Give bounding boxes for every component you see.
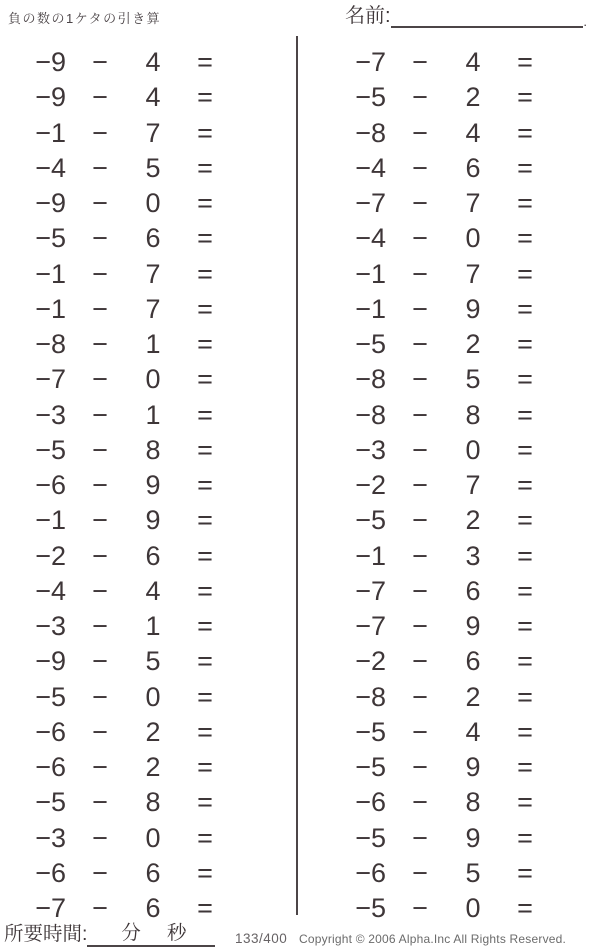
equals-sign: = <box>197 152 213 183</box>
minuend-value: −5 <box>355 893 386 924</box>
seconds-unit-label: 秒 <box>166 922 187 944</box>
minus-operator: − <box>92 752 108 783</box>
problem-row <box>320 785 558 820</box>
equals-sign: = <box>517 611 533 642</box>
subtrahend-value: 4 <box>145 575 161 606</box>
minus-operator: − <box>92 293 108 324</box>
minus-operator: − <box>412 364 428 395</box>
equals-sign: = <box>517 822 533 853</box>
minuend-value: −1 <box>35 258 66 289</box>
subtrahend-value: 6 <box>465 152 481 183</box>
problem-row <box>320 715 558 750</box>
problem-row <box>0 151 238 186</box>
problem-row <box>0 503 238 538</box>
subtrahend-value: 9 <box>465 611 481 642</box>
problem-row <box>320 468 558 503</box>
equals-sign: = <box>517 646 533 677</box>
subtrahend-value: 2 <box>465 681 481 712</box>
minuend-value: −5 <box>355 505 386 536</box>
minus-operator: − <box>92 82 108 113</box>
equals-sign: = <box>197 540 213 571</box>
problem-row <box>320 292 558 327</box>
minus-operator: − <box>412 646 428 677</box>
problem-row <box>0 609 238 644</box>
equals-sign: = <box>517 434 533 465</box>
minuend-value: −7 <box>355 47 386 78</box>
problem-row <box>0 327 238 362</box>
problem-row <box>0 80 238 115</box>
minus-operator: − <box>412 258 428 289</box>
problem-row <box>0 186 238 221</box>
minuend-value: −4 <box>35 575 66 606</box>
equals-sign: = <box>197 575 213 606</box>
subtrahend-value: 0 <box>145 681 161 712</box>
problem-row <box>0 468 238 503</box>
equals-sign: = <box>517 82 533 113</box>
subtrahend-value: 8 <box>465 399 481 430</box>
name-field <box>345 4 587 28</box>
problem-row <box>320 398 558 433</box>
minus-operator: − <box>412 893 428 924</box>
problem-row <box>0 45 238 80</box>
minuend-value: −3 <box>35 822 66 853</box>
problem-row <box>320 45 558 80</box>
minus-operator: − <box>92 857 108 888</box>
equals-sign: = <box>517 223 533 254</box>
minus-operator: − <box>92 47 108 78</box>
equals-sign: = <box>517 540 533 571</box>
name-blank-line <box>391 5 584 28</box>
minus-operator: − <box>92 505 108 536</box>
equals-sign: = <box>197 399 213 430</box>
minus-operator: − <box>412 47 428 78</box>
problem-row <box>320 116 558 151</box>
equals-sign: = <box>517 329 533 360</box>
equals-sign: = <box>197 47 213 78</box>
minus-operator: − <box>412 117 428 148</box>
minus-operator: − <box>92 364 108 395</box>
equals-sign: = <box>517 857 533 888</box>
minus-operator: − <box>412 752 428 783</box>
subtrahend-value: 6 <box>145 540 161 571</box>
equals-sign: = <box>197 787 213 818</box>
minuend-value: −3 <box>355 434 386 465</box>
problem-row <box>320 151 558 186</box>
minuend-value: −5 <box>355 82 386 113</box>
minuend-value: −5 <box>355 822 386 853</box>
problem-row <box>0 856 238 891</box>
minus-operator: − <box>92 646 108 677</box>
subtrahend-value: 6 <box>145 857 161 888</box>
minuend-value: −9 <box>35 188 66 219</box>
minus-operator: − <box>412 787 428 818</box>
equals-sign: = <box>197 364 213 395</box>
problem-row <box>0 750 238 785</box>
minuend-value: −1 <box>355 258 386 289</box>
minuend-value: −7 <box>35 893 66 924</box>
minuend-value: −5 <box>355 716 386 747</box>
problem-row <box>320 644 558 679</box>
subtrahend-value: 5 <box>145 646 161 677</box>
subtrahend-value: 4 <box>465 716 481 747</box>
subtrahend-value: 8 <box>465 787 481 818</box>
equals-sign: = <box>517 152 533 183</box>
equals-sign: = <box>197 505 213 536</box>
subtrahend-value: 8 <box>145 434 161 465</box>
minuend-value: −1 <box>355 293 386 324</box>
subtrahend-value: 3 <box>465 540 481 571</box>
minuend-value: −6 <box>35 470 66 501</box>
minus-operator: − <box>92 822 108 853</box>
subtrahend-value: 2 <box>145 716 161 747</box>
minus-operator: − <box>412 329 428 360</box>
problem-row <box>0 433 238 468</box>
column-divider-line <box>296 36 298 915</box>
minus-operator: − <box>412 188 428 219</box>
subtrahend-value: 0 <box>465 434 481 465</box>
minuend-value: −2 <box>355 646 386 677</box>
equals-sign: = <box>197 822 213 853</box>
problem-column-right <box>320 45 558 926</box>
problem-column-left <box>0 45 238 926</box>
minuend-value: −1 <box>35 293 66 324</box>
minus-operator: − <box>412 152 428 183</box>
minus-operator: − <box>92 716 108 747</box>
minuend-value: −7 <box>355 575 386 606</box>
page-title: 負の数の1ケタの引き算 <box>8 11 162 26</box>
equals-sign: = <box>197 716 213 747</box>
equals-sign: = <box>517 117 533 148</box>
minuend-value: −8 <box>355 364 386 395</box>
subtrahend-value: 6 <box>465 646 481 677</box>
equals-sign: = <box>197 681 213 712</box>
minuend-value: −8 <box>35 329 66 360</box>
subtrahend-value: 6 <box>145 223 161 254</box>
minus-operator: − <box>92 611 108 642</box>
problem-row <box>0 539 238 574</box>
problem-row <box>320 750 558 785</box>
minus-operator: − <box>412 611 428 642</box>
minuend-value: −5 <box>35 223 66 254</box>
minus-operator: − <box>92 152 108 183</box>
subtrahend-value: 7 <box>145 117 161 148</box>
subtrahend-value: 6 <box>145 893 161 924</box>
minuend-value: −8 <box>355 399 386 430</box>
minuend-value: −5 <box>355 329 386 360</box>
equals-sign: = <box>197 188 213 219</box>
problem-row <box>320 186 558 221</box>
equals-sign: = <box>517 787 533 818</box>
subtrahend-value: 0 <box>145 188 161 219</box>
subtrahend-value: 2 <box>465 329 481 360</box>
minus-operator: − <box>92 117 108 148</box>
minuend-value: −9 <box>35 47 66 78</box>
equals-sign: = <box>517 893 533 924</box>
subtrahend-value: 1 <box>145 611 161 642</box>
subtrahend-value: 2 <box>145 752 161 783</box>
problem-row <box>320 574 558 609</box>
problem-row <box>320 80 558 115</box>
minus-operator: − <box>92 434 108 465</box>
equals-sign: = <box>517 681 533 712</box>
subtrahend-value: 2 <box>465 82 481 113</box>
equals-sign: = <box>197 117 213 148</box>
minus-operator: − <box>92 399 108 430</box>
equals-sign: = <box>517 47 533 78</box>
subtrahend-value: 1 <box>145 399 161 430</box>
equals-sign: = <box>197 434 213 465</box>
problem-row <box>320 221 558 256</box>
equals-sign: = <box>197 258 213 289</box>
minus-operator: − <box>412 681 428 712</box>
minuend-value: −4 <box>355 152 386 183</box>
problem-row <box>320 609 558 644</box>
problem-row <box>0 398 238 433</box>
problem-row <box>320 680 558 715</box>
subtrahend-value: 8 <box>145 787 161 818</box>
page-indicator: 133/400 <box>235 931 288 946</box>
subtrahend-value: 7 <box>145 258 161 289</box>
equals-sign: = <box>197 470 213 501</box>
minuend-value: −8 <box>355 681 386 712</box>
subtrahend-value: 5 <box>465 857 481 888</box>
minuend-value: −8 <box>355 117 386 148</box>
minus-operator: − <box>412 822 428 853</box>
minus-operator: − <box>412 540 428 571</box>
minus-operator: − <box>412 293 428 324</box>
minuend-value: −5 <box>355 752 386 783</box>
problem-row <box>320 257 558 292</box>
minus-operator: − <box>92 223 108 254</box>
minuend-value: −2 <box>35 540 66 571</box>
equals-sign: = <box>197 82 213 113</box>
elapsed-time-field <box>4 921 215 947</box>
name-line-period: . <box>583 14 587 29</box>
minus-operator: − <box>92 540 108 571</box>
minus-operator: − <box>92 893 108 924</box>
subtrahend-value: 6 <box>465 575 481 606</box>
problem-row <box>0 821 238 856</box>
minus-operator: − <box>92 188 108 219</box>
minuend-value: −7 <box>35 364 66 395</box>
equals-sign: = <box>517 505 533 536</box>
elapsed-time-blank-line <box>87 922 215 947</box>
problem-row <box>320 891 558 926</box>
minus-operator: − <box>412 505 428 536</box>
equals-sign: = <box>517 716 533 747</box>
problem-row <box>0 362 238 397</box>
subtrahend-value: 5 <box>145 152 161 183</box>
minus-operator: − <box>412 399 428 430</box>
minuend-value: −7 <box>355 611 386 642</box>
minus-operator: − <box>92 470 108 501</box>
minuend-value: −4 <box>35 152 66 183</box>
subtrahend-value: 1 <box>145 329 161 360</box>
problem-row <box>0 574 238 609</box>
subtrahend-value: 7 <box>465 258 481 289</box>
minuend-value: −6 <box>35 857 66 888</box>
subtrahend-value: 9 <box>465 822 481 853</box>
minuend-value: −7 <box>355 188 386 219</box>
equals-sign: = <box>197 611 213 642</box>
problem-row <box>320 503 558 538</box>
subtrahend-value: 9 <box>465 752 481 783</box>
equals-sign: = <box>197 752 213 783</box>
minus-operator: − <box>412 434 428 465</box>
minus-operator: − <box>92 258 108 289</box>
problem-row <box>0 715 238 750</box>
equals-sign: = <box>197 329 213 360</box>
subtrahend-value: 5 <box>465 364 481 395</box>
subtrahend-value: 4 <box>465 117 481 148</box>
minuend-value: −6 <box>355 787 386 818</box>
equals-sign: = <box>517 188 533 219</box>
subtrahend-value: 4 <box>145 82 161 113</box>
equals-sign: = <box>517 470 533 501</box>
subtrahend-value: 0 <box>145 364 161 395</box>
equals-sign: = <box>517 575 533 606</box>
minus-operator: − <box>412 575 428 606</box>
equals-sign: = <box>197 857 213 888</box>
elapsed-time-label: 所要時間: <box>4 923 88 945</box>
minuend-value: −6 <box>355 857 386 888</box>
equals-sign: = <box>197 223 213 254</box>
minuend-value: −5 <box>35 681 66 712</box>
problem-row <box>320 362 558 397</box>
problem-row <box>0 680 238 715</box>
problem-row <box>320 856 558 891</box>
problem-row <box>0 116 238 151</box>
subtrahend-value: 0 <box>465 223 481 254</box>
minus-operator: − <box>92 681 108 712</box>
subtrahend-value: 4 <box>145 47 161 78</box>
minuend-value: −2 <box>355 470 386 501</box>
minus-operator: − <box>412 223 428 254</box>
minuend-value: −1 <box>355 540 386 571</box>
subtrahend-value: 7 <box>145 293 161 324</box>
minus-operator: − <box>92 575 108 606</box>
minus-operator: − <box>412 470 428 501</box>
minuend-value: −6 <box>35 752 66 783</box>
equals-sign: = <box>517 364 533 395</box>
problem-row <box>0 257 238 292</box>
minuend-value: −9 <box>35 646 66 677</box>
minus-operator: − <box>412 716 428 747</box>
subtrahend-value: 4 <box>465 47 481 78</box>
subtrahend-value: 2 <box>465 505 481 536</box>
minuend-value: −9 <box>35 82 66 113</box>
subtrahend-value: 9 <box>145 505 161 536</box>
equals-sign: = <box>517 258 533 289</box>
minuend-value: −3 <box>35 611 66 642</box>
minus-operator: − <box>92 329 108 360</box>
minus-operator: − <box>92 787 108 818</box>
minuend-value: −5 <box>35 787 66 818</box>
subtrahend-value: 7 <box>465 188 481 219</box>
name-label: 名前: <box>345 5 391 27</box>
subtrahend-value: 0 <box>145 822 161 853</box>
equals-sign: = <box>197 293 213 324</box>
problem-row <box>320 821 558 856</box>
minuend-value: −5 <box>35 434 66 465</box>
problem-row <box>0 221 238 256</box>
minuend-value: −1 <box>35 505 66 536</box>
subtrahend-value: 7 <box>465 470 481 501</box>
problem-row <box>320 433 558 468</box>
subtrahend-value: 0 <box>465 893 481 924</box>
subtrahend-value: 9 <box>465 293 481 324</box>
minuend-value: −1 <box>35 117 66 148</box>
equals-sign: = <box>517 399 533 430</box>
equals-sign: = <box>517 752 533 783</box>
minutes-unit-label: 分 <box>121 922 141 944</box>
equals-sign: = <box>197 893 213 924</box>
subtrahend-value: 9 <box>145 470 161 501</box>
equals-sign: = <box>197 646 213 677</box>
minuend-value: −4 <box>355 223 386 254</box>
minuend-value: −6 <box>35 716 66 747</box>
problem-row <box>0 644 238 679</box>
problem-row <box>320 539 558 574</box>
problem-row <box>320 327 558 362</box>
problem-row <box>0 292 238 327</box>
copyright-notice: Copyright © 2006 Alpha.Inc All Rights Reserved. <box>299 932 567 946</box>
minuend-value: −3 <box>35 399 66 430</box>
minus-operator: − <box>412 82 428 113</box>
equals-sign: = <box>517 293 533 324</box>
problem-row <box>0 785 238 820</box>
minus-operator: − <box>412 857 428 888</box>
